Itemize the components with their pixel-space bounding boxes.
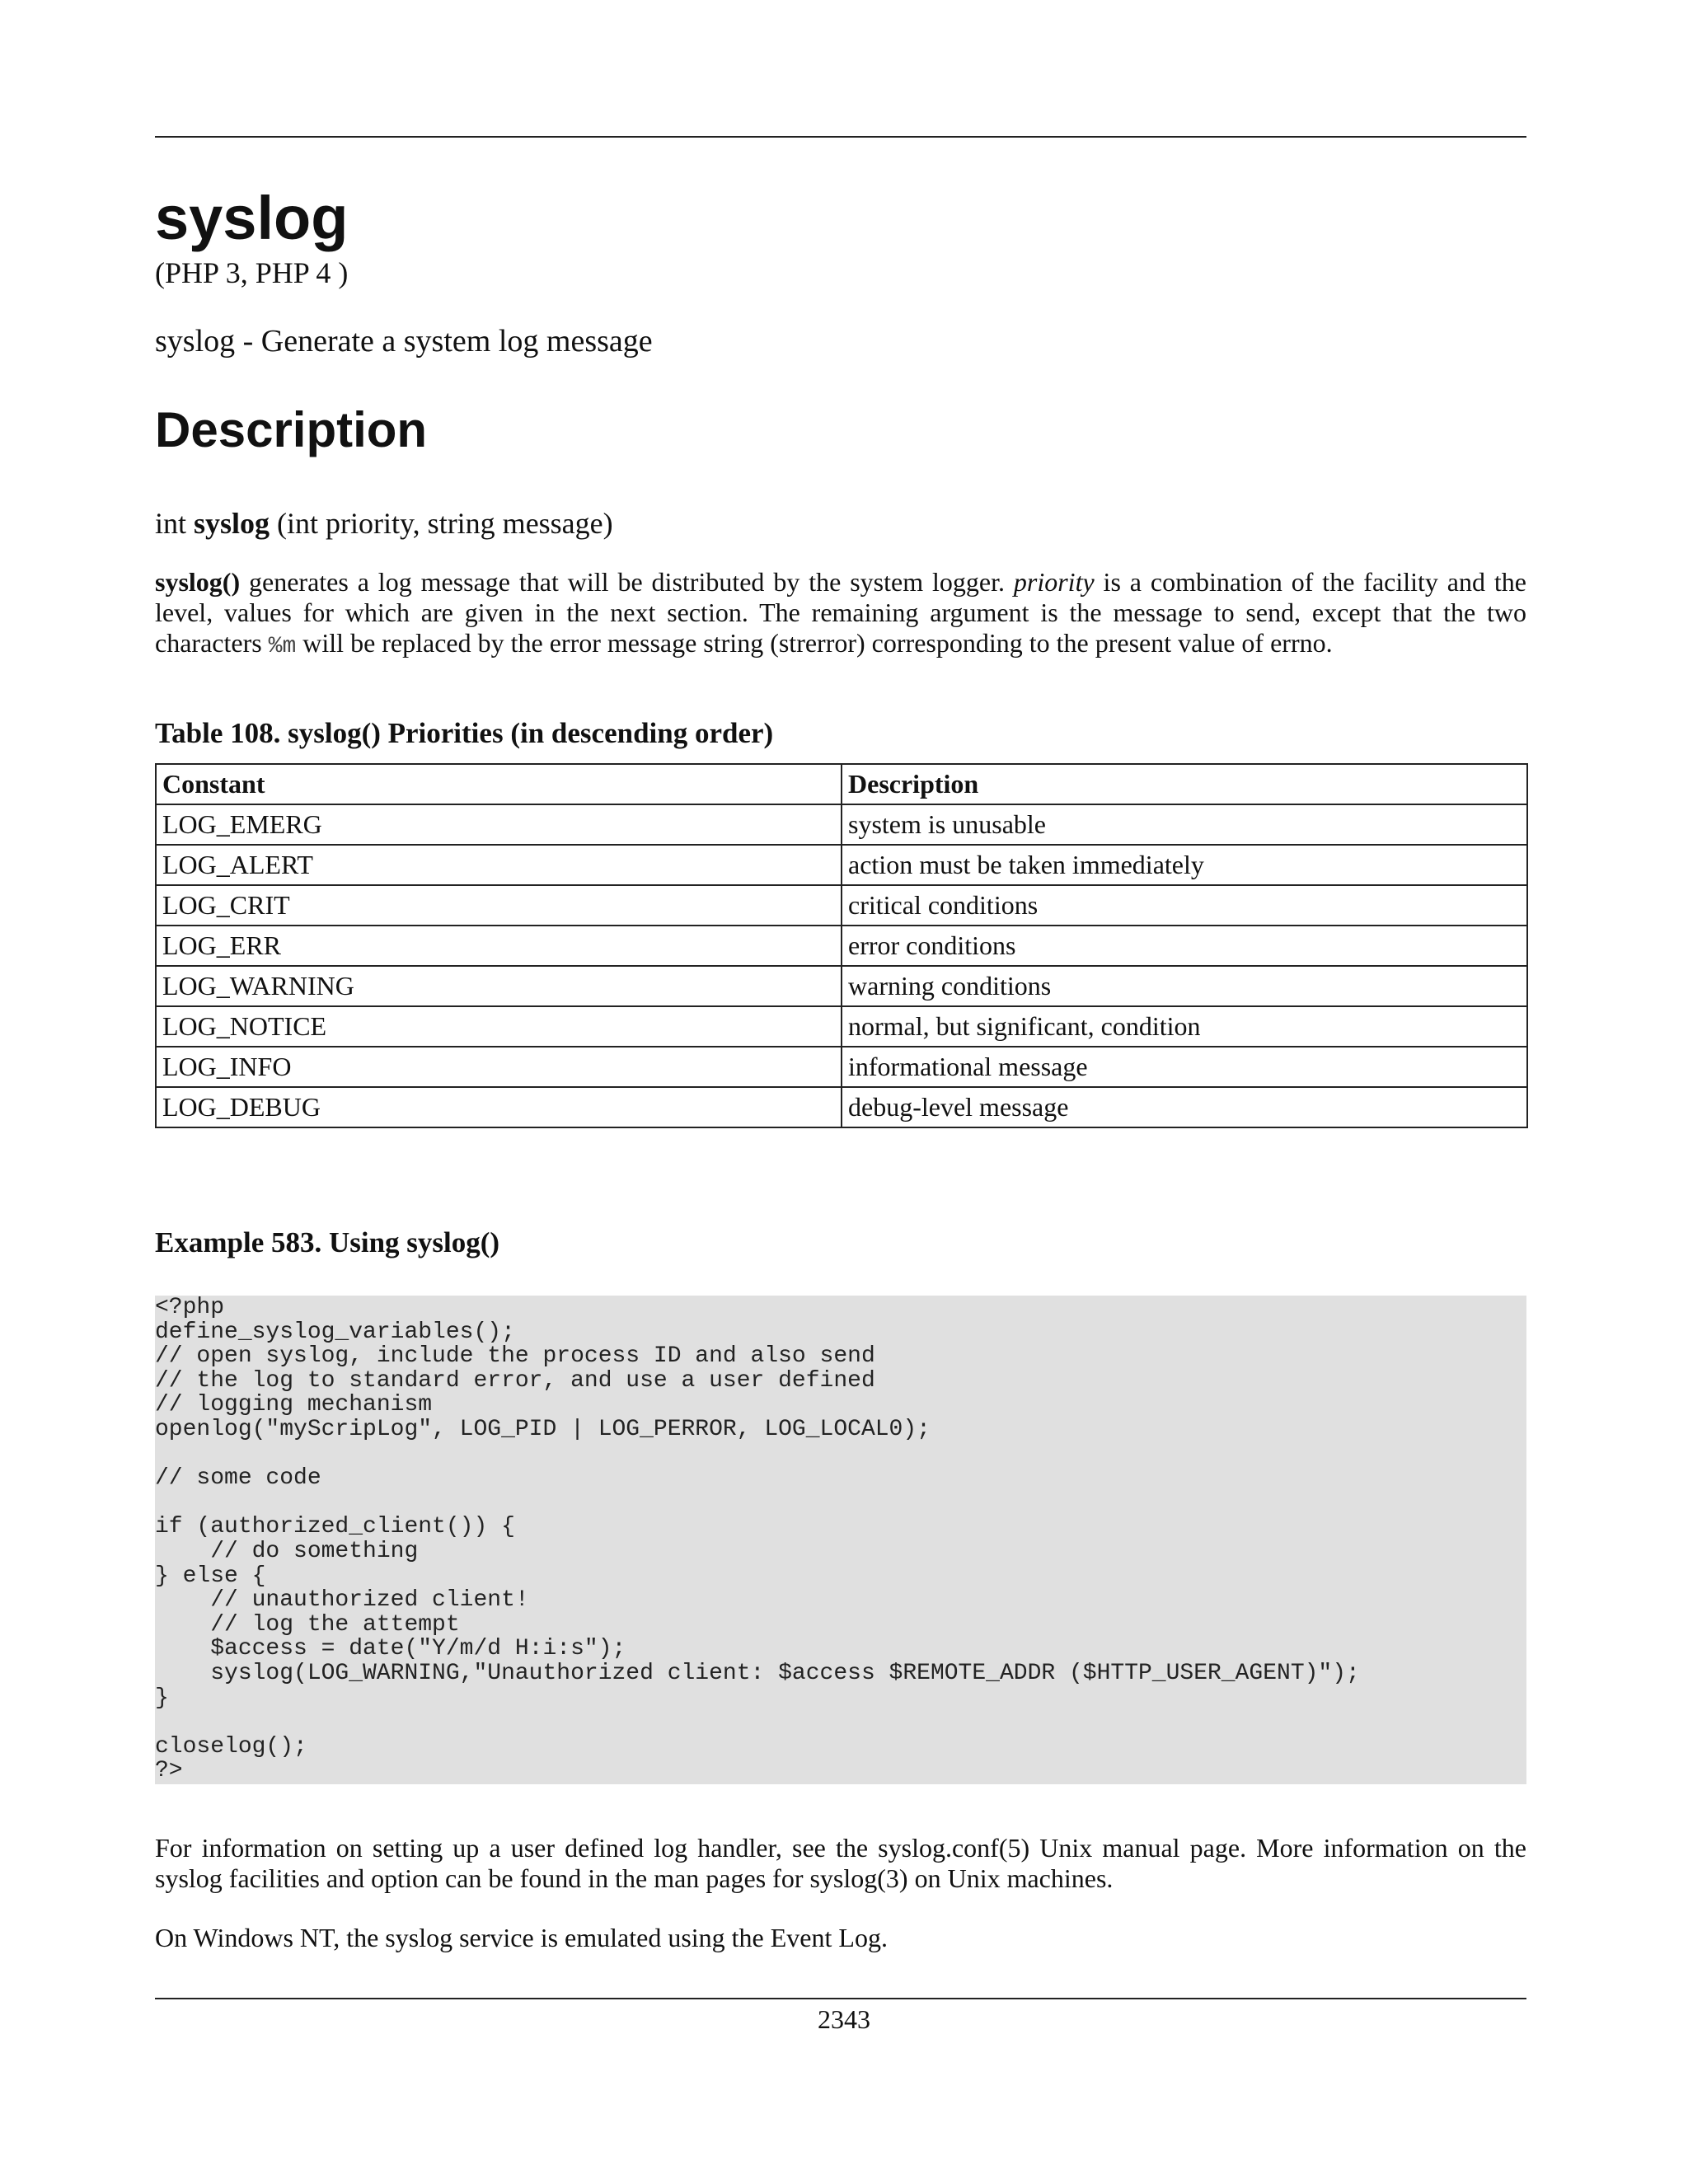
table-cell-description: debug-level message	[842, 1087, 1527, 1127]
table-cell-constant: LOG_CRIT	[156, 885, 842, 926]
table-cell-constant: LOG_WARNING	[156, 966, 842, 1006]
table-row	[156, 1006, 1527, 1047]
description-code: %m	[268, 634, 297, 659]
table-caption: Table 108. syslog() Priorities (in descending order)	[155, 717, 774, 749]
table-row	[156, 845, 1527, 885]
table-row	[156, 966, 1527, 1006]
description-heading: Description	[155, 402, 428, 457]
page-title: syslog	[155, 184, 349, 252]
description-text-3: will be replaced by the error message string (strerror) corresponding to the present value of errno.	[296, 628, 1333, 658]
code-example-text: <?php define_syslog_variables(); // open syslog, include the process ID and also send // the log to standard error, and use a user defined // logging mechanism openlog("myScripLog", LOG_PID | LOG_PERROR, LOG_LOCAL0); // some code if (authorized_client()) { // do something } else { // unauthorized client! // log the attempt $access = date("Y/m/d H:i:s"); syslog(LOG_WARNING,"Unauthorized client: $access $REMOTE_ADDR ($HTTP_USER_AGENT)"); } closelog(); ?>	[155, 1295, 1360, 1784]
table-row	[156, 885, 1527, 926]
table-row	[156, 804, 1527, 845]
table-cell-description: action must be taken immediately	[842, 845, 1527, 885]
description-text-2: is a combination of the facility and the level, values for which are given in the next section. The remaining argument is the message to send, except that the two characters	[155, 567, 1527, 658]
table-row	[156, 926, 1527, 966]
top-divider	[155, 136, 1526, 138]
table-cell-constant: LOG_ALERT	[156, 845, 842, 885]
table-cell-constant: LOG_INFO	[156, 1047, 842, 1087]
table-cell-description: system is unusable	[842, 804, 1527, 845]
description-func-name: syslog()	[155, 567, 241, 597]
description-paragraph	[155, 567, 1526, 662]
signature-params: (int priority, string message)	[277, 507, 613, 540]
table-cell-constant: LOG_DEBUG	[156, 1087, 842, 1127]
table-cell-description: warning conditions	[842, 966, 1527, 1006]
windows-note: On Windows NT, the syslog service is emulated using the Event Log.	[155, 1923, 888, 1952]
code-example-block	[155, 1296, 1526, 1784]
table-cell-description: normal, but significant, condition	[842, 1006, 1527, 1047]
version-info: (PHP 3, PHP 4 )	[155, 256, 349, 289]
table-row	[156, 1087, 1527, 1127]
description-text-1: generates a log message that will be distributed by the system logger.	[240, 567, 1014, 597]
table-header-row	[156, 764, 1527, 804]
table-cell-description: informational message	[842, 1047, 1527, 1087]
table-cell-constant: LOG_NOTICE	[156, 1006, 842, 1047]
bottom-divider	[155, 1998, 1526, 1999]
table-cell-description: error conditions	[842, 926, 1527, 966]
example-caption: Example 583. Using syslog()	[155, 1226, 500, 1258]
page-number: 2343	[818, 2004, 870, 2034]
table-header-constant: Constant	[156, 764, 842, 804]
priorities-table	[155, 763, 1528, 1128]
function-signature	[155, 506, 613, 541]
signature-function-name: syslog	[194, 507, 270, 540]
table-cell-constant: LOG_EMERG	[156, 804, 842, 845]
table-cell-description: critical conditions	[842, 885, 1527, 926]
signature-return-type: int	[155, 507, 187, 540]
table-header-description: Description	[842, 764, 1527, 804]
function-purpose: syslog - Generate a system log message	[155, 324, 653, 359]
table-row	[156, 1047, 1527, 1087]
table-cell-constant: LOG_ERR	[156, 926, 842, 966]
description-param: priority	[1013, 567, 1095, 597]
log-handler-note: For information on setting up a user defined log handler, see the syslog.conf(5) Unix manual page. More information on the syslog facilities and option can be found in the man pages for syslog(3) on Unix machines.	[155, 1833, 1526, 1893]
